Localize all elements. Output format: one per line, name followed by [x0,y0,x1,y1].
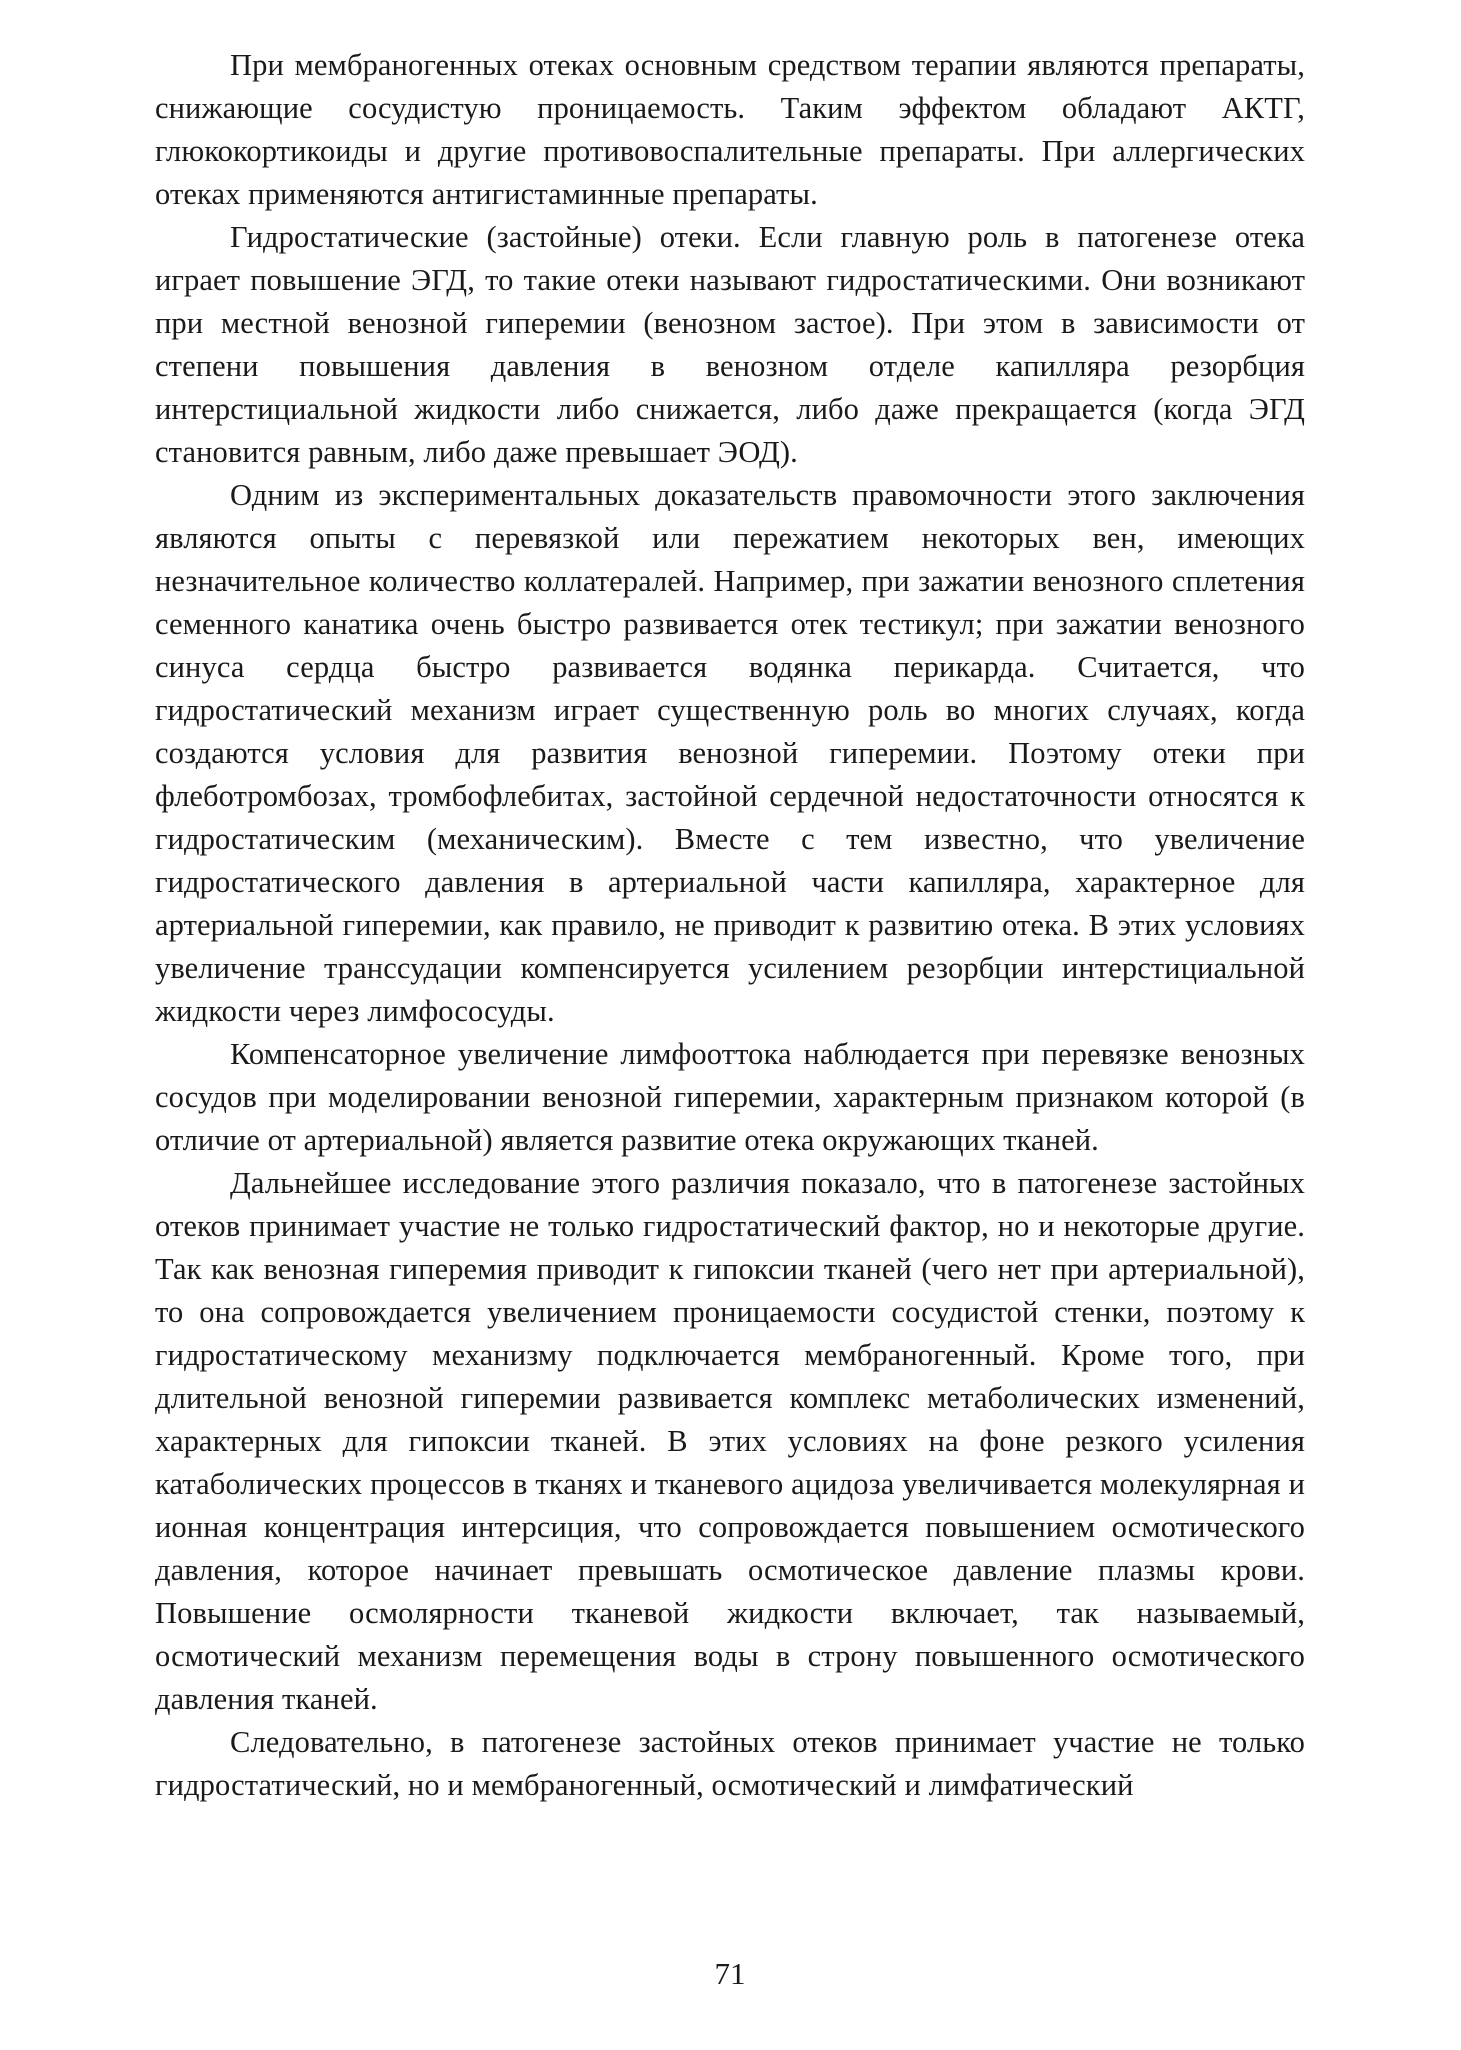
document-page [155,44,1305,2004]
paragraph-further-research: Дальнейшее исследование этого различия показало, что в патогенезе застойных отеков принимает участие не только гидростатический фактор, но и некоторые другие. Так как венозная гиперемия приводит к гипоксии тканей (чего нет при артериальной), то она сопровождается увеличением проницаемости сосудистой стенки, поэтому к гидростатическому механизму подключается мембраногенный. Кроме того, при длительной венозной гиперемии развивается комплекс метаболических изменений, характерных для гипоксии тканей. В этих условиях на фоне резкого усиления катаболических процессов в тканях и тканевого ацидоза увеличивается молекулярная и ионная концентрация интерсиция, что сопровождается повышением осмотического давления, которое начинает превышать осмотическое давление плазмы крови. Повышение осмолярности тканевой жидкости включает, так называемый, осмотический механизм перемещения воды в строну повышенного осмотического давления тканей. [155,1166,1305,1716]
paragraph-compensatory-lymph-outflow: Компенсаторное увеличение лимфооттока наблюдается при перевязке венозных сосудов при моделировании венозной гиперемии, характерным признаком которой (в отличие от артериальной) является развитие отека окружающих тканей. [155,1037,1305,1157]
paragraph-experimental-evidence: Одним из экспериментальных доказательств правомочности этого заключения являются опыты с перевязкой или пережатием некоторых вен, имеющих незначительное количество коллатералей. Например, при зажатии венозного сплетения семенного канатика очень быстро развивается отек тестикул; при зажатии венозного синуса сердца быстро развивается водянка перикарда. Считается, что гидростатический механизм играет существенную роль во многих случаях, когда создаются условия для развития венозной гиперемии. Поэтому отеки при флеботромбозах, тромбофлебитах, застойной сердечной недостаточности относятся к гидростатическим (механическим). Вместе с тем известно, что увеличение гидростатического давления в артериальной части капилляра, характерное для артериальной гиперемии, как правило, не приводит к развитию отека. В этих условиях увеличение транссудации компенсируется усилением резорбции интерстициальной жидкости через лимфососуды. [155,478,1305,1028]
page-number: 71 [714,1956,746,1991]
paragraph-hydrostatic-edema: Гидростатические (застойные) отеки. Если главную роль в патогенезе отека играет повышение ЭГД, то такие отеки называют гидростатическими. Они возникают при местной венозной гиперемии (венозном застое). При этом в зависимости от степени повышения давления в венозном отделе капилляра резорбция интерстициальной жидкости либо снижается, либо даже прекращается (когда ЭГД становится равным, либо даже превышает ЭОД). [155,220,1305,469]
paragraph-membranogenic-therapy: При мембраногенных отеках основным средством терапии являются препараты, снижающие сосудистую проницаемость. Таким эффектом обладают АКТГ, глюкокортикоиды и другие противовоспалительные препараты. При аллергических отеках применяются антигистаминные препараты. [155,48,1305,211]
paragraph-conclusion: Следовательно, в патогенезе застойных отеков принимает участие не только гидростатический, но и мембраногенный, осмотический и лимфатический [155,1725,1305,1802]
